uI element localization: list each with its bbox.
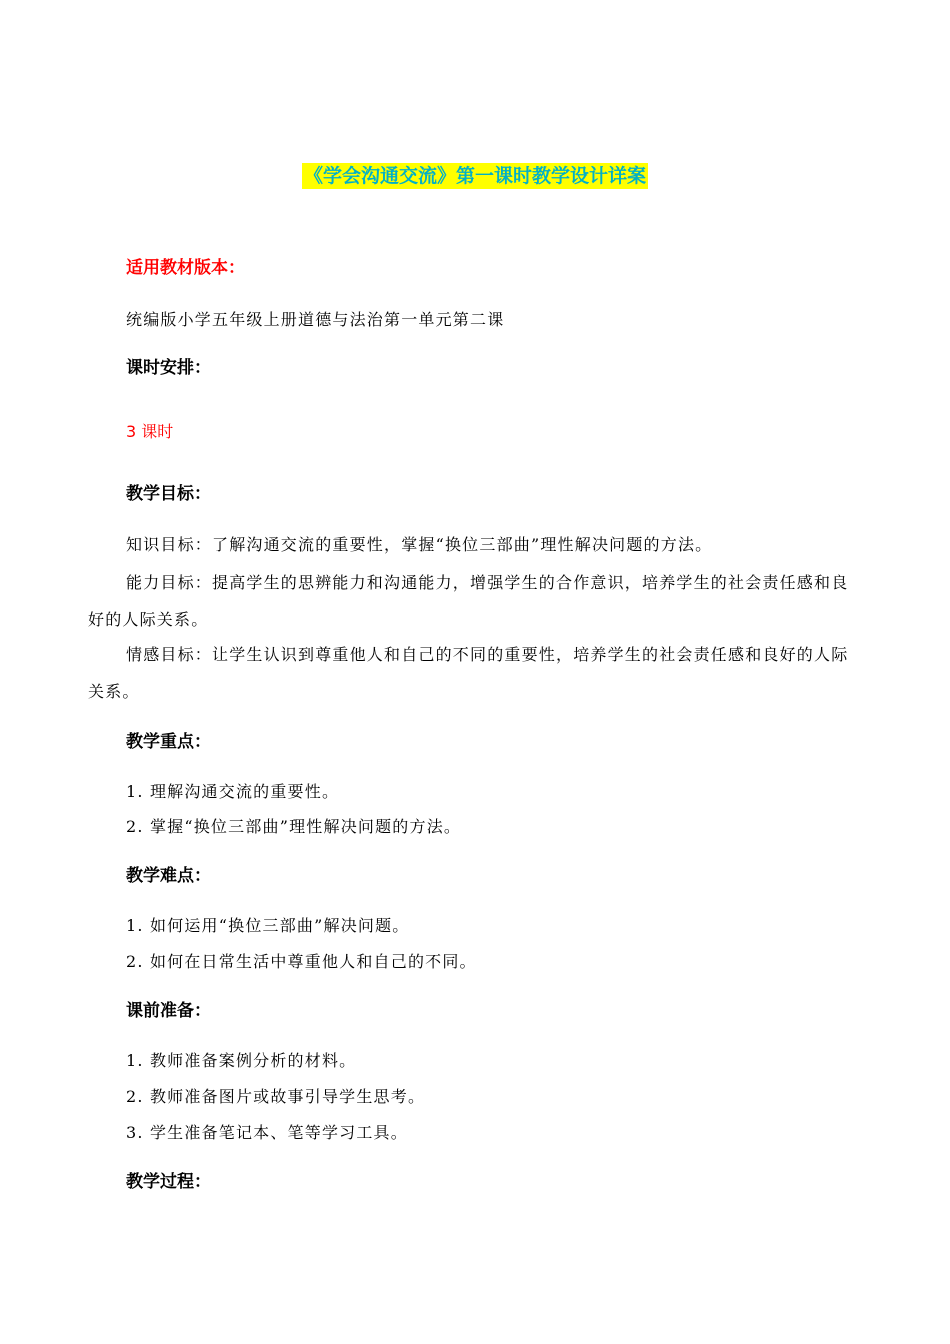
preparation-item-1: 1. 教师准备案例分析的材料。 (126, 1051, 357, 1070)
edition-text: 统编版小学五年级上册道德与法治第一单元第二课 (126, 310, 505, 329)
objective-emotion: 情感目标：让学生认识到尊重他人和自己的不同的重要性，培养学生的社会责任感和良好的人际关系。 (88, 645, 849, 701)
difficulty-item-2: 2. 如何在日常生活中尊重他人和自己的不同。 (126, 952, 477, 971)
edition-heading: 适用教材版本： (126, 258, 245, 278)
preparation-heading: 课前准备： (126, 1001, 211, 1021)
preparation-item-3: 3. 学生准备笔记本、笔等学习工具。 (126, 1123, 408, 1142)
title-container (0, 163, 950, 189)
process-heading: 教学过程： (126, 1172, 211, 1192)
schedule-text: 3 课时 (126, 422, 174, 441)
schedule-heading: 课时安排： (126, 358, 211, 378)
key-points-heading: 教学重点： (126, 732, 211, 752)
difficulties-heading: 教学难点： (126, 866, 211, 886)
preparation-item-2: 2. 教师准备图片或故事引导学生思考。 (126, 1087, 426, 1106)
objectives-heading: 教学目标： (126, 484, 211, 504)
document-title: 《学会沟通交流》第一课时教学设计详案 (303, 165, 646, 187)
objective-knowledge: 知识目标：了解沟通交流的重要性，掌握“换位三部曲”理性解决问题的方法。 (126, 535, 713, 554)
objective-ability: 能力目标：提高学生的思辨能力和沟通能力，增强学生的合作意识，培养学生的社会责任感和良好的人际关系。 (88, 573, 849, 629)
key-point-item-1: 1. 理解沟通交流的重要性。 (126, 782, 340, 801)
difficulty-item-1: 1. 如何运用“换位三部曲”解决问题。 (126, 916, 410, 935)
key-point-item-2: 2. 掌握“换位三部曲”理性解决问题的方法。 (126, 817, 462, 836)
